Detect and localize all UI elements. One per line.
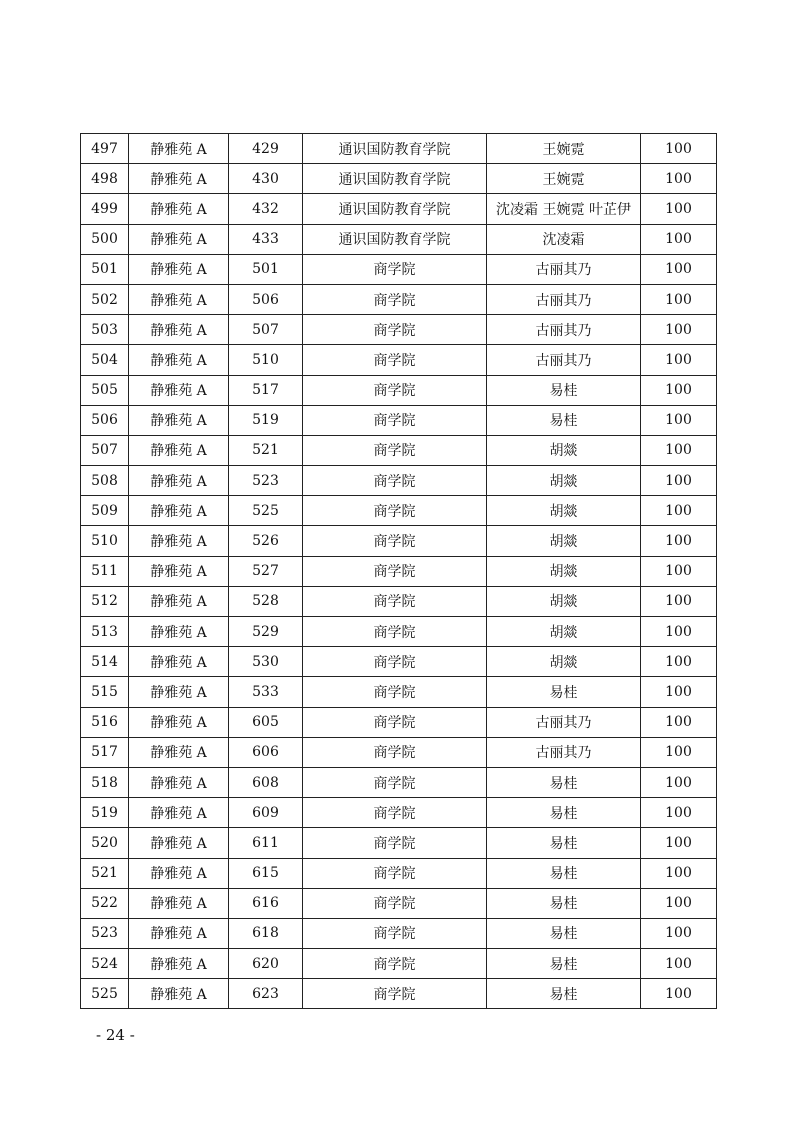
- building-cell: 静雅苑 A: [129, 194, 229, 224]
- table-row: [81, 979, 717, 1009]
- table-row: [81, 918, 717, 948]
- table-row: [81, 466, 717, 496]
- room-number-cell: 527: [229, 556, 303, 586]
- college-cell: 商学院: [303, 677, 487, 707]
- building-cell: 静雅苑 A: [129, 284, 229, 314]
- table-row: [81, 707, 717, 737]
- score-cell: 100: [641, 888, 717, 918]
- inspector-cell: 易桂: [487, 918, 641, 948]
- score-cell: 100: [641, 617, 717, 647]
- inspector-cell: 易桂: [487, 949, 641, 979]
- building-cell: 静雅苑 A: [129, 647, 229, 677]
- college-cell: 商学院: [303, 375, 487, 405]
- row-index-cell: 514: [81, 647, 129, 677]
- room-number-cell: 523: [229, 466, 303, 496]
- table-row: [81, 647, 717, 677]
- building-cell: 静雅苑 A: [129, 949, 229, 979]
- row-index-cell: 521: [81, 858, 129, 888]
- row-index-cell: 513: [81, 617, 129, 647]
- row-index-cell: 498: [81, 164, 129, 194]
- room-number-cell: 430: [229, 164, 303, 194]
- building-cell: 静雅苑 A: [129, 134, 229, 164]
- college-cell: 商学院: [303, 888, 487, 918]
- score-cell: 100: [641, 979, 717, 1009]
- score-cell: 100: [641, 466, 717, 496]
- score-cell: 100: [641, 858, 717, 888]
- inspector-cell: 易桂: [487, 979, 641, 1009]
- table-row: [81, 375, 717, 405]
- college-cell: 商学院: [303, 647, 487, 677]
- inspector-cell: 易桂: [487, 798, 641, 828]
- score-cell: 100: [641, 375, 717, 405]
- table-row: [81, 315, 717, 345]
- college-cell: 商学院: [303, 858, 487, 888]
- inspector-cell: 古丽其乃: [487, 254, 641, 284]
- dormitory-score-table: [80, 133, 717, 1009]
- inspector-cell: 古丽其乃: [487, 315, 641, 345]
- table-row: [81, 435, 717, 465]
- table-row: [81, 496, 717, 526]
- row-index-cell: 506: [81, 405, 129, 435]
- row-index-cell: 515: [81, 677, 129, 707]
- college-cell: 商学院: [303, 979, 487, 1009]
- room-number-cell: 429: [229, 134, 303, 164]
- score-cell: 100: [641, 496, 717, 526]
- building-cell: 静雅苑 A: [129, 979, 229, 1009]
- college-cell: 通识国防教育学院: [303, 194, 487, 224]
- table-row: [81, 284, 717, 314]
- score-cell: 100: [641, 345, 717, 375]
- room-number-cell: 618: [229, 918, 303, 948]
- score-cell: 100: [641, 315, 717, 345]
- room-number-cell: 620: [229, 949, 303, 979]
- room-number-cell: 616: [229, 888, 303, 918]
- table-row: [81, 194, 717, 224]
- score-cell: 100: [641, 737, 717, 767]
- room-number-cell: 507: [229, 315, 303, 345]
- room-number-cell: 530: [229, 647, 303, 677]
- room-number-cell: 433: [229, 224, 303, 254]
- table-row: [81, 888, 717, 918]
- table-row: [81, 586, 717, 616]
- score-cell: 100: [641, 526, 717, 556]
- inspector-cell: 古丽其乃: [487, 345, 641, 375]
- college-cell: 通识国防教育学院: [303, 134, 487, 164]
- score-cell: 100: [641, 707, 717, 737]
- score-cell: 100: [641, 284, 717, 314]
- building-cell: 静雅苑 A: [129, 828, 229, 858]
- row-index-cell: 519: [81, 798, 129, 828]
- row-index-cell: 499: [81, 194, 129, 224]
- table-row: [81, 556, 717, 586]
- college-cell: 商学院: [303, 405, 487, 435]
- room-number-cell: 517: [229, 375, 303, 405]
- score-cell: 100: [641, 164, 717, 194]
- college-cell: 商学院: [303, 345, 487, 375]
- score-cell: 100: [641, 134, 717, 164]
- inspector-cell: 易桂: [487, 888, 641, 918]
- room-number-cell: 501: [229, 254, 303, 284]
- score-cell: 100: [641, 918, 717, 948]
- inspector-cell: 易桂: [487, 677, 641, 707]
- row-index-cell: 511: [81, 556, 129, 586]
- building-cell: 静雅苑 A: [129, 556, 229, 586]
- room-number-cell: 521: [229, 435, 303, 465]
- row-index-cell: 517: [81, 737, 129, 767]
- inspector-cell: 胡燚: [487, 526, 641, 556]
- row-index-cell: 503: [81, 315, 129, 345]
- college-cell: 商学院: [303, 496, 487, 526]
- row-index-cell: 501: [81, 254, 129, 284]
- inspector-cell: 易桂: [487, 828, 641, 858]
- inspector-cell: 胡燚: [487, 556, 641, 586]
- room-number-cell: 525: [229, 496, 303, 526]
- college-cell: 商学院: [303, 315, 487, 345]
- college-cell: 商学院: [303, 556, 487, 586]
- table-body: [81, 134, 717, 1009]
- table-row: [81, 254, 717, 284]
- table-row: [81, 405, 717, 435]
- row-index-cell: 497: [81, 134, 129, 164]
- score-cell: 100: [641, 828, 717, 858]
- college-cell: 通识国防教育学院: [303, 164, 487, 194]
- row-index-cell: 523: [81, 918, 129, 948]
- room-number-cell: 609: [229, 798, 303, 828]
- score-cell: 100: [641, 647, 717, 677]
- building-cell: 静雅苑 A: [129, 918, 229, 948]
- inspector-cell: 胡燚: [487, 466, 641, 496]
- college-cell: 商学院: [303, 466, 487, 496]
- room-number-cell: 506: [229, 284, 303, 314]
- table-row: [81, 949, 717, 979]
- score-cell: 100: [641, 798, 717, 828]
- college-cell: 商学院: [303, 586, 487, 616]
- score-cell: 100: [641, 405, 717, 435]
- row-index-cell: 520: [81, 828, 129, 858]
- inspector-cell: 易桂: [487, 375, 641, 405]
- inspector-cell: 易桂: [487, 858, 641, 888]
- inspector-cell: 古丽其乃: [487, 707, 641, 737]
- college-cell: 商学院: [303, 254, 487, 284]
- college-cell: 商学院: [303, 737, 487, 767]
- college-cell: 商学院: [303, 949, 487, 979]
- inspector-cell: 古丽其乃: [487, 284, 641, 314]
- room-number-cell: 519: [229, 405, 303, 435]
- page-number: - 24 -: [96, 1026, 135, 1044]
- inspector-cell: 胡燚: [487, 647, 641, 677]
- table-row: [81, 164, 717, 194]
- college-cell: 商学院: [303, 767, 487, 797]
- row-index-cell: 522: [81, 888, 129, 918]
- building-cell: 静雅苑 A: [129, 466, 229, 496]
- row-index-cell: 508: [81, 466, 129, 496]
- table-row: [81, 617, 717, 647]
- building-cell: 静雅苑 A: [129, 888, 229, 918]
- score-cell: 100: [641, 435, 717, 465]
- row-index-cell: 509: [81, 496, 129, 526]
- row-index-cell: 525: [81, 979, 129, 1009]
- room-number-cell: 623: [229, 979, 303, 1009]
- row-index-cell: 505: [81, 375, 129, 405]
- table-row: [81, 677, 717, 707]
- college-cell: 商学院: [303, 707, 487, 737]
- table-row: [81, 828, 717, 858]
- building-cell: 静雅苑 A: [129, 586, 229, 616]
- score-cell: 100: [641, 254, 717, 284]
- room-number-cell: 510: [229, 345, 303, 375]
- building-cell: 静雅苑 A: [129, 435, 229, 465]
- table-row: [81, 526, 717, 556]
- building-cell: 静雅苑 A: [129, 405, 229, 435]
- building-cell: 静雅苑 A: [129, 737, 229, 767]
- inspector-cell: 胡燚: [487, 586, 641, 616]
- row-index-cell: 524: [81, 949, 129, 979]
- inspector-cell: 沈凌霜: [487, 224, 641, 254]
- room-number-cell: 605: [229, 707, 303, 737]
- inspector-cell: 王婉霓: [487, 134, 641, 164]
- row-index-cell: 500: [81, 224, 129, 254]
- building-cell: 静雅苑 A: [129, 254, 229, 284]
- row-index-cell: 518: [81, 767, 129, 797]
- building-cell: 静雅苑 A: [129, 526, 229, 556]
- building-cell: 静雅苑 A: [129, 798, 229, 828]
- room-number-cell: 533: [229, 677, 303, 707]
- row-index-cell: 516: [81, 707, 129, 737]
- row-index-cell: 502: [81, 284, 129, 314]
- score-cell: 100: [641, 556, 717, 586]
- score-cell: 100: [641, 194, 717, 224]
- score-cell: 100: [641, 767, 717, 797]
- college-cell: 商学院: [303, 284, 487, 314]
- inspector-cell: 易桂: [487, 767, 641, 797]
- table-row: [81, 737, 717, 767]
- score-cell: 100: [641, 224, 717, 254]
- building-cell: 静雅苑 A: [129, 164, 229, 194]
- room-number-cell: 606: [229, 737, 303, 767]
- inspector-cell: 王婉霓: [487, 164, 641, 194]
- room-number-cell: 529: [229, 617, 303, 647]
- row-index-cell: 510: [81, 526, 129, 556]
- room-number-cell: 526: [229, 526, 303, 556]
- inspector-cell: 古丽其乃: [487, 737, 641, 767]
- building-cell: 静雅苑 A: [129, 858, 229, 888]
- room-number-cell: 608: [229, 767, 303, 797]
- building-cell: 静雅苑 A: [129, 677, 229, 707]
- building-cell: 静雅苑 A: [129, 496, 229, 526]
- building-cell: 静雅苑 A: [129, 345, 229, 375]
- table-row: [81, 345, 717, 375]
- room-number-cell: 528: [229, 586, 303, 616]
- score-cell: 100: [641, 949, 717, 979]
- room-number-cell: 432: [229, 194, 303, 224]
- inspector-cell: 胡燚: [487, 617, 641, 647]
- college-cell: 通识国防教育学院: [303, 224, 487, 254]
- college-cell: 商学院: [303, 828, 487, 858]
- building-cell: 静雅苑 A: [129, 617, 229, 647]
- table-row: [81, 224, 717, 254]
- inspector-cell: 易桂: [487, 405, 641, 435]
- building-cell: 静雅苑 A: [129, 767, 229, 797]
- building-cell: 静雅苑 A: [129, 315, 229, 345]
- row-index-cell: 504: [81, 345, 129, 375]
- inspector-cell: 沈凌霜 王婉霓 叶芷伊: [487, 194, 641, 224]
- table-row: [81, 798, 717, 828]
- score-cell: 100: [641, 677, 717, 707]
- row-index-cell: 507: [81, 435, 129, 465]
- college-cell: 商学院: [303, 617, 487, 647]
- building-cell: 静雅苑 A: [129, 707, 229, 737]
- room-number-cell: 615: [229, 858, 303, 888]
- table-row: [81, 134, 717, 164]
- college-cell: 商学院: [303, 435, 487, 465]
- table-row: [81, 767, 717, 797]
- inspector-cell: 胡燚: [487, 435, 641, 465]
- score-cell: 100: [641, 586, 717, 616]
- building-cell: 静雅苑 A: [129, 375, 229, 405]
- college-cell: 商学院: [303, 918, 487, 948]
- building-cell: 静雅苑 A: [129, 224, 229, 254]
- row-index-cell: 512: [81, 586, 129, 616]
- inspector-cell: 胡燚: [487, 496, 641, 526]
- table-row: [81, 858, 717, 888]
- room-number-cell: 611: [229, 828, 303, 858]
- college-cell: 商学院: [303, 526, 487, 556]
- college-cell: 商学院: [303, 798, 487, 828]
